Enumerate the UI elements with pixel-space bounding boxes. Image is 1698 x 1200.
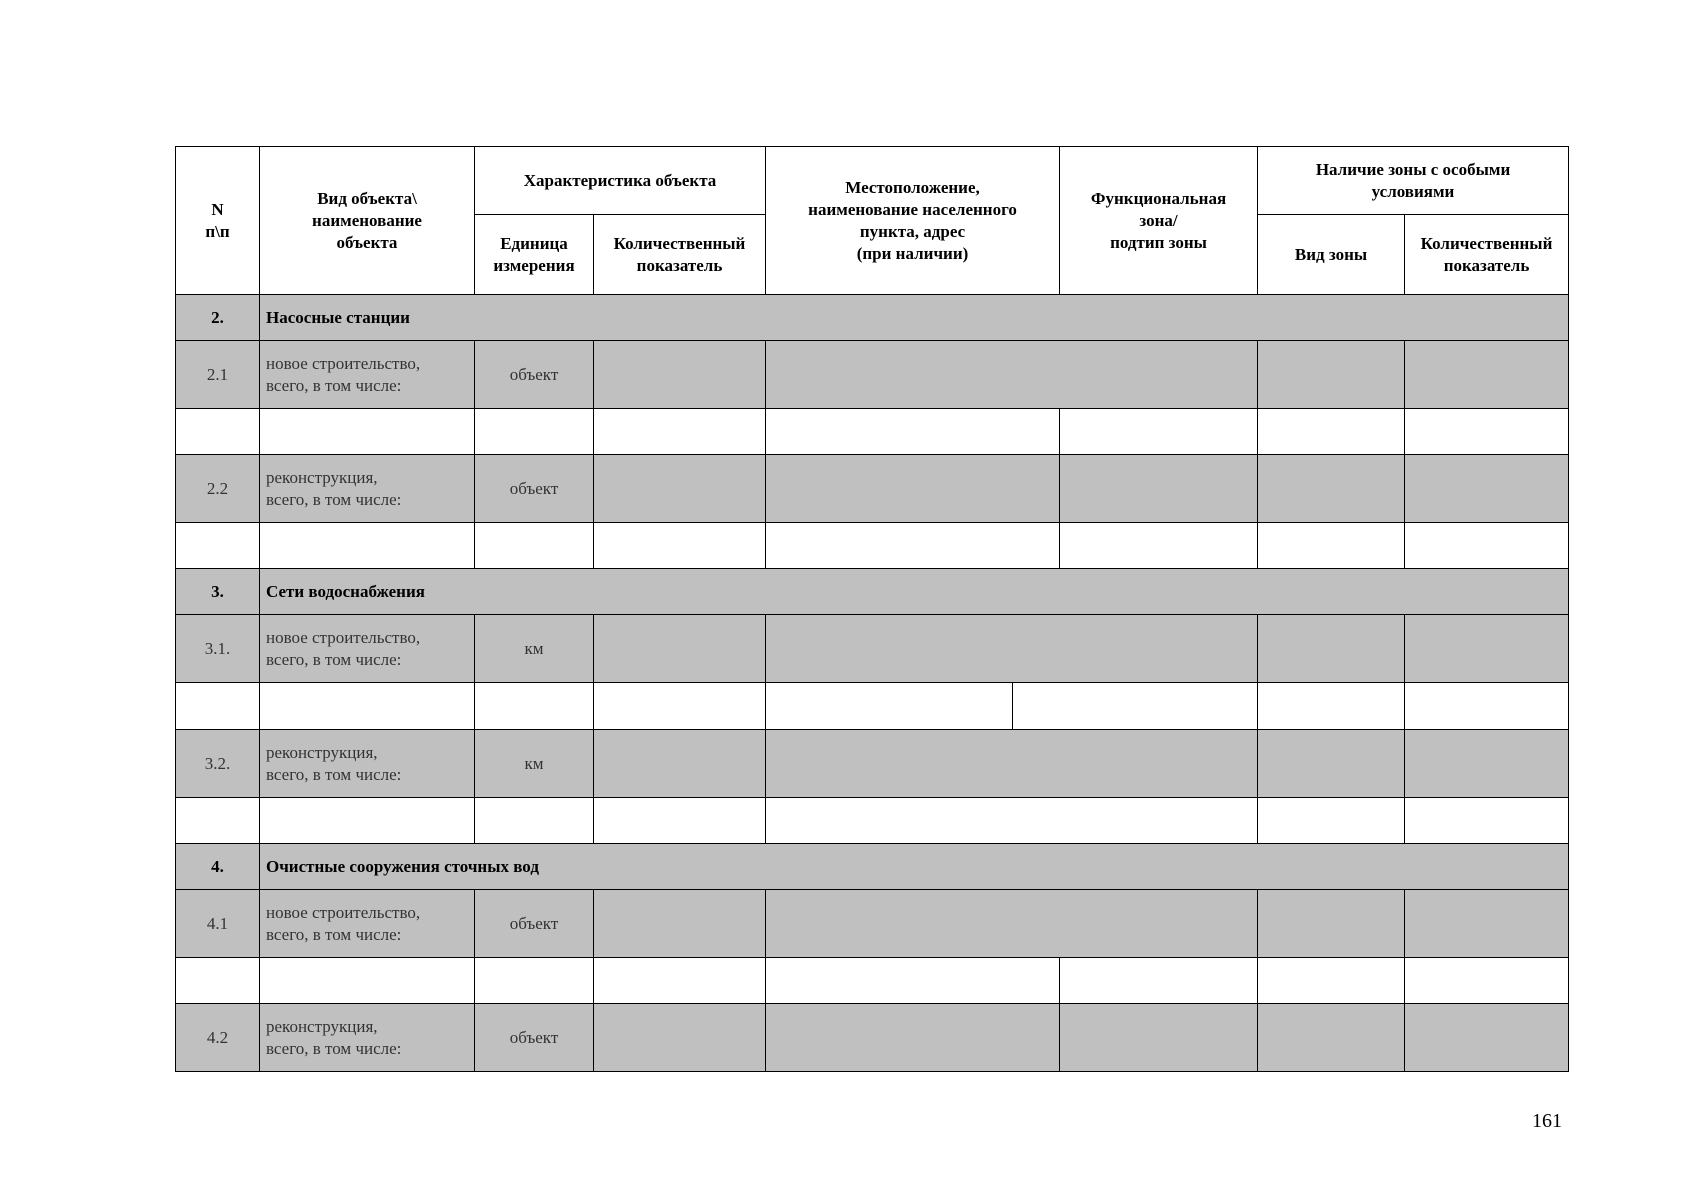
table-row [176,455,1569,523]
item-number: 4.1 [176,890,260,958]
item-location-zone [766,890,1258,958]
header-quantity: Количественный показатель [594,215,766,295]
table-row [176,730,1569,798]
table-row [176,409,1569,455]
header-zone-type: Вид зоны [1258,215,1405,295]
item-unit: км [475,615,594,683]
item-quantity [594,341,766,409]
table-row [176,958,1569,1004]
item-zone-type [1258,615,1405,683]
item-number: 4.2 [176,1004,260,1072]
header-characteristic: Характеристика объекта [475,147,766,215]
item-quantity [594,615,766,683]
header-unit: Единица измерения [475,215,594,295]
item-zone-type [1258,455,1405,523]
objects-table [175,146,1569,1072]
page-number: 161 [1532,1110,1562,1132]
item-location [766,455,1060,523]
table-body [176,295,1569,1072]
item-location [766,1004,1060,1072]
table-row [176,683,1569,730]
item-number: 3.2. [176,730,260,798]
table-row [176,798,1569,844]
item-name: новое строительство, всего, в том числе: [260,890,475,958]
header-num: N п\п [176,147,260,295]
header-zone: Функциональная зона/ подтип зоны [1060,147,1258,295]
item-name: реконструкция, всего, в том числе: [260,730,475,798]
header-name: Вид объекта\ наименование объекта [260,147,475,295]
item-zone-quantity [1405,341,1569,409]
item-zone-quantity [1405,730,1569,798]
item-name: реконструкция, всего, в том числе: [260,455,475,523]
section-row [176,569,1569,615]
section-row [176,844,1569,890]
item-number: 3.1. [176,615,260,683]
item-zone-quantity [1405,455,1569,523]
item-unit: объект [475,341,594,409]
item-location-zone [766,341,1258,409]
item-zone [1060,1004,1258,1072]
item-zone-quantity [1405,890,1569,958]
section-row [176,295,1569,341]
item-quantity [594,1004,766,1072]
table-header [176,147,1569,295]
header-special-zone: Наличие зоны с особыми условиями [1258,147,1569,215]
table-row [176,523,1569,569]
header-zone-quantity: Количественный показатель [1405,215,1569,295]
item-zone-quantity [1405,615,1569,683]
item-unit: объект [475,890,594,958]
table-row [176,615,1569,683]
table-row [176,1004,1569,1072]
item-zone-type [1258,890,1405,958]
section-number: 3. [176,569,260,615]
item-zone [1060,455,1258,523]
item-quantity [594,890,766,958]
item-number: 2.1 [176,341,260,409]
item-unit: объект [475,1004,594,1072]
item-name: новое строительство, всего, в том числе: [260,615,475,683]
item-quantity [594,455,766,523]
section-number: 4. [176,844,260,890]
item-zone-type [1258,730,1405,798]
table-row [176,341,1569,409]
item-number: 2.2 [176,455,260,523]
item-quantity [594,730,766,798]
item-unit: км [475,730,594,798]
section-number: 2. [176,295,260,341]
header-location: Местоположение, наименование населенного пункта, адрес (при наличии) [766,147,1060,295]
section-title: Сети водоснабжения [260,569,1569,615]
item-name: новое строительство, всего, в том числе: [260,341,475,409]
item-location-zone [766,615,1258,683]
item-unit: объект [475,455,594,523]
section-title: Очистные сооружения сточных вод [260,844,1569,890]
item-name: реконструкция, всего, в том числе: [260,1004,475,1072]
item-zone-type [1258,1004,1405,1072]
table-row [176,890,1569,958]
item-zone-quantity [1405,1004,1569,1072]
item-zone-type [1258,341,1405,409]
section-title: Насосные станции [260,295,1569,341]
item-location-zone [766,730,1258,798]
